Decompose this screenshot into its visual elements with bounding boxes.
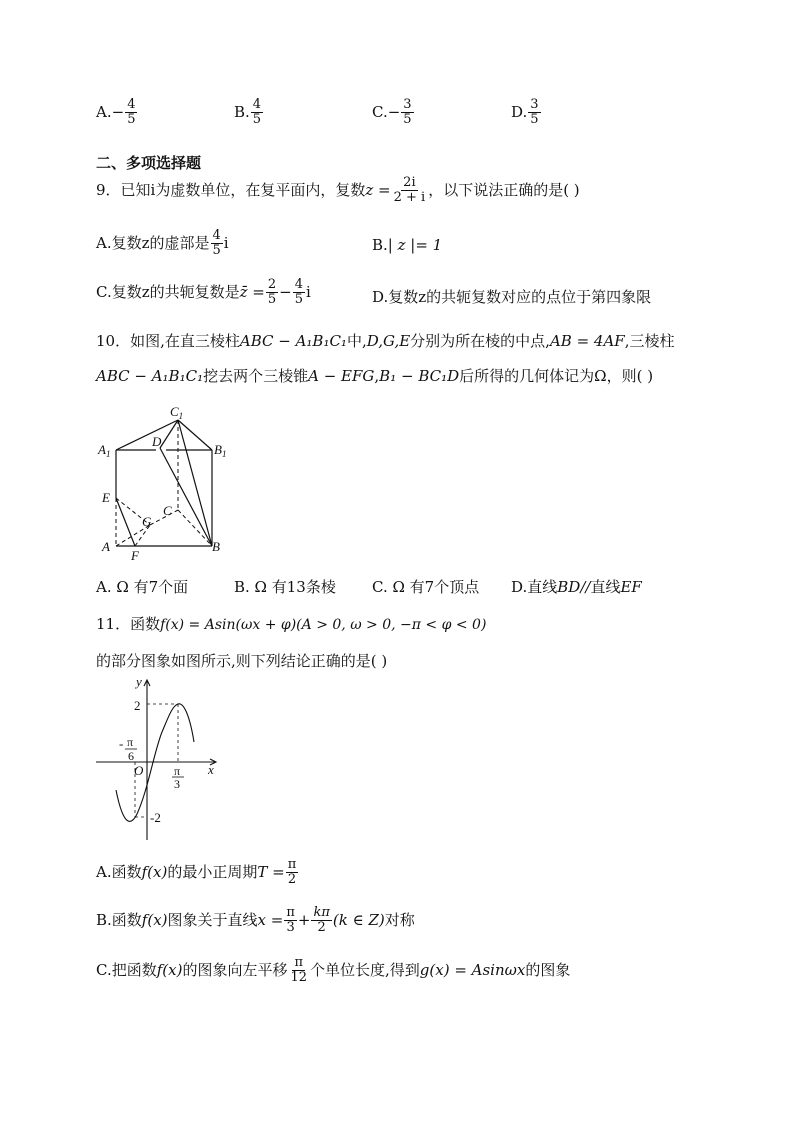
q9-option-d: D.复数z的共轭复数对应的点位于第四象限 — [372, 288, 652, 306]
origin-label: O — [134, 763, 144, 778]
q9-stem: 9．已知i为虚数单位，在复平面内，复数z = $\frac{2i}{2 + i}$ ，以下说法正确的是( ) — [96, 175, 580, 206]
label-b1: B — [214, 442, 222, 457]
x-tick-neg-pi: π — [127, 735, 134, 749]
q11-option-b: B.函数f(x)图象关于直线x = $\frac{\pi}{3}$ + $\frac{k\pi}{2}$ (k ∈ Z)对称 — [96, 905, 415, 936]
x-axis-label: x — [208, 762, 214, 777]
label-a1-sub: 1 — [105, 449, 111, 459]
q11-stem-line2: 的部分图象如图所示,则下列结论正确的是( ) — [96, 652, 388, 670]
x-tick-neg-six: 6 — [128, 749, 134, 763]
q10-option-a: A. Ω 有7个面 — [96, 578, 189, 596]
label-c: C — [163, 503, 172, 518]
q11-option-a: A.函数f(x)的最小正周期T = $\frac{\pi}{2}$ — [96, 857, 297, 888]
label-a: A — [102, 539, 110, 554]
q8-option-a: A.− $\frac{4}{5}$ — [96, 97, 136, 128]
q11-stem-line1: 11．函数f(x) = Asin(ωx + φ)(A > 0, ω > 0, −π < φ < 0) — [96, 615, 487, 633]
label-c1-sub: 1 — [178, 411, 184, 421]
svg-text:A1 — [97, 442, 110, 459]
q10-stem-line2: ABC − A₁B₁C₁挖去两个三棱锥A − EFG,B₁ − BC₁D后所得的几何体记为Ω，则( ) — [96, 367, 654, 385]
q8-option-b: B. $\frac{4}{5}$ — [234, 97, 262, 128]
x-tick-neg-sign: - — [119, 736, 124, 751]
q10-option-c: C. Ω 有7个顶点 — [372, 578, 480, 596]
label-d: D — [152, 434, 162, 449]
label-g: G — [142, 514, 152, 529]
x-tick-pi: π — [174, 764, 181, 778]
q9-option-b: B.| z |= 1 — [372, 236, 443, 254]
svg-text:C1 — [170, 404, 183, 421]
svg-text:B1 — [214, 442, 226, 459]
y-tick-neg2: -2 — [150, 810, 161, 825]
y-axis-label: y — [136, 674, 142, 689]
q10-option-d: D.直线BD//直线EF — [511, 578, 642, 596]
label-c1: C — [170, 404, 179, 419]
label-b: B — [212, 539, 220, 554]
q8-option-d: D. $\frac{3}{5}$ — [511, 97, 539, 128]
x-tick-three: 3 — [174, 777, 180, 791]
label-b1-sub: 1 — [221, 449, 227, 459]
sine-graph — [90, 672, 230, 847]
label-a1: A — [98, 442, 106, 457]
q9-option-a: A.复数z的虚部是 $\frac{4}{5}$ i — [96, 228, 229, 259]
q8-option-c: C.− $\frac{3}{5}$ — [372, 97, 412, 128]
label-f: F — [131, 548, 139, 563]
section-title: 二、多项选择题 — [96, 154, 202, 172]
q10-option-b: B. Ω 有13条棱 — [234, 578, 336, 596]
q10-stem-line1: 10．如图,在直三棱柱ABC − A₁B₁C₁中,D,G,E分别为所在棱的中点,AB = 4AF,三棱柱 — [96, 332, 675, 350]
prism-figure — [90, 400, 240, 570]
q11-option-c: C.把函数f(x)的图象向左平移 $\frac{\pi}{12}$ 个单位长度,得到g(x) = Asinωx的图象 — [96, 955, 571, 986]
label-e: E — [102, 490, 110, 505]
q9-option-c: C.复数z的共轭复数是z̄ = $\frac{2}{5}$ − $\frac{4}{5}$ i — [96, 277, 311, 308]
y-tick-2: 2 — [134, 698, 141, 713]
